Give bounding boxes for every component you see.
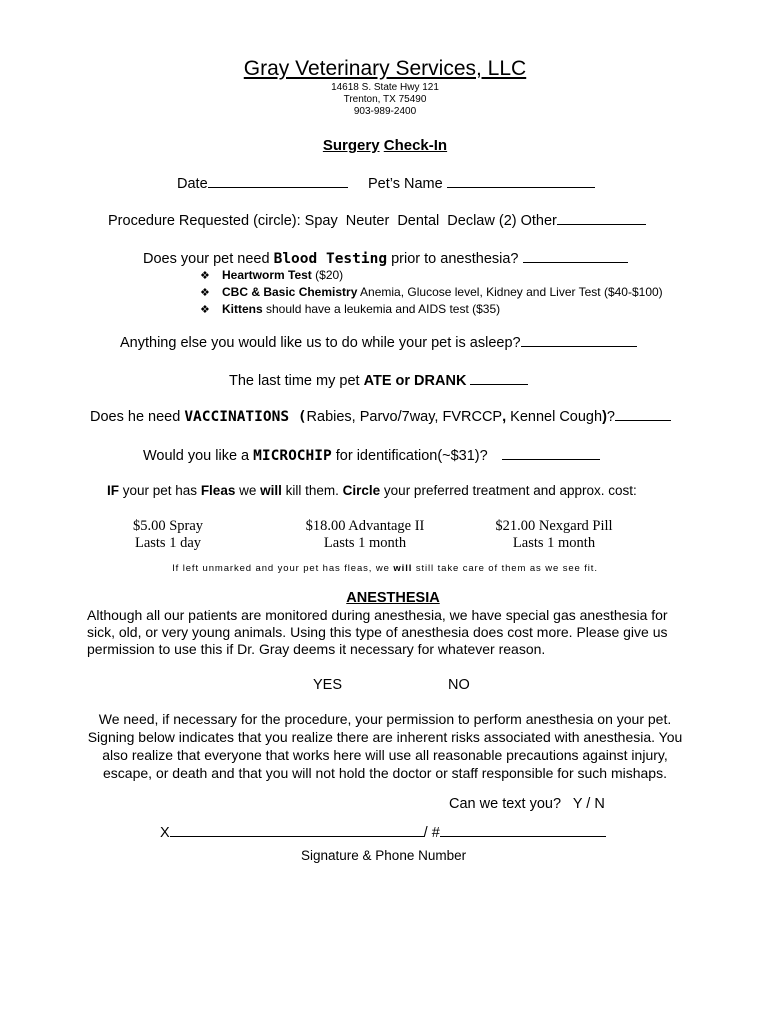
flea-intro-text: your pet has xyxy=(119,483,201,498)
list-item xyxy=(200,267,663,284)
procedure-field[interactable] xyxy=(108,212,646,229)
vacc-question-list1: Rabies, Parvo/7way, FVRCCP xyxy=(306,409,503,425)
microchip-question-bold: MICROCHIP xyxy=(253,448,332,464)
form-title-word1: Surgery xyxy=(322,137,380,154)
flea-intro-text: your preferred treatment and approx. cost: xyxy=(380,483,637,498)
ate-question-bold: ATE or DRANK xyxy=(363,373,467,389)
form-title xyxy=(0,137,770,154)
flea-option-duration: Lasts 1 month xyxy=(323,535,407,551)
flea-option-price: $18.00 Advantage II xyxy=(305,518,425,534)
flea-note-bold: will xyxy=(393,563,413,574)
diamond-bullet-icon: ❖ xyxy=(200,270,210,282)
microchip-question-post: for identification(~$31)? xyxy=(331,448,488,464)
flea-intro-bold: will xyxy=(260,483,282,498)
blood-testing-question[interactable] xyxy=(143,250,628,267)
microchip-question-pre: Would you like a xyxy=(143,448,254,464)
diamond-bullet-icon: ❖ xyxy=(200,304,210,316)
blood-question-post: prior to anesthesia? xyxy=(387,251,519,267)
signature-caption: Signature & Phone Number xyxy=(301,848,467,863)
vacc-question-post: ? xyxy=(606,409,615,425)
flea-intro-bold: IF xyxy=(107,483,119,498)
blood-test-name: Kittens xyxy=(222,302,263,316)
ate-drank-question[interactable] xyxy=(229,372,528,389)
blood-question-pre: Does your pet need xyxy=(143,251,274,267)
text-permission-question[interactable]: Can we text you? Y / N xyxy=(449,796,605,812)
vacc-question-list2: Kennel Cough xyxy=(506,409,603,425)
flea-note xyxy=(0,563,770,574)
vacc-question-bold: VACCINATIONS ( xyxy=(184,409,307,425)
vacc-question-pre: Does he need xyxy=(90,409,185,425)
asleep-blank[interactable] xyxy=(521,334,637,347)
signature-line[interactable] xyxy=(160,822,606,841)
anesthesia-yes-option[interactable]: YES xyxy=(313,677,343,693)
anesthesia-paragraph: Although all our patients are monitored during anesthesia, we have special gas anesthesia for sick, old, or very young animals. Using this type of anesthesia does cost more. Please give us permission to use this if Dr. Gray deems it necessary for whatever reason. xyxy=(87,607,668,657)
flea-intro-bold: Circle xyxy=(342,483,381,498)
anesthesia-no-option[interactable]: NO xyxy=(448,677,470,693)
date-field[interactable] xyxy=(177,175,348,192)
pet-name-field[interactable] xyxy=(368,175,595,192)
procedure-other-blank[interactable] xyxy=(557,212,646,225)
vaccinations-question[interactable] xyxy=(90,408,671,425)
list-item xyxy=(200,301,663,318)
flea-option-price: $21.00 Nexgard Pill xyxy=(495,518,613,534)
blood-test-detail: ($20) xyxy=(311,268,344,282)
list-item xyxy=(200,284,663,301)
signature-separator: / # xyxy=(423,825,440,841)
flea-intro-bold: Fleas xyxy=(200,483,236,498)
blood-test-name: Heartworm Test xyxy=(222,268,312,282)
blood-test-detail: should have a leukemia and AIDS test ($35) xyxy=(262,302,501,316)
flea-option-spray[interactable] xyxy=(113,518,223,552)
procedure-label: Procedure Requested (circle): Spay Neuter Dental Declaw (2) Other xyxy=(108,213,557,229)
form-title-word2: Check-In xyxy=(383,137,448,154)
clinic-phone: 903-989-2400 xyxy=(353,106,417,117)
vaccinations-blank[interactable] xyxy=(615,408,671,421)
flea-option-duration: Lasts 1 month xyxy=(512,535,596,551)
clinic-address-line2: Trenton, TX 75490 xyxy=(343,94,427,105)
flea-intro xyxy=(107,483,637,498)
flea-note-pre: If left unmarked and your pet has fleas, we xyxy=(172,563,394,574)
clinic-name: Gray Veterinary Services, LLC xyxy=(243,57,527,80)
microchip-question[interactable] xyxy=(143,447,600,464)
vacc-question-comma: , xyxy=(502,409,507,425)
flea-option-duration: Lasts 1 day xyxy=(134,535,202,551)
clinic-address-line1: 14618 S. State Hwy 121 xyxy=(331,82,439,93)
flea-intro-text: kill them. xyxy=(281,483,343,498)
blood-test-detail: Anemia, Glucose level, Kidney and Liver Test ($40-$100) xyxy=(357,285,663,299)
flea-option-nexgard[interactable] xyxy=(484,518,624,552)
flea-note-post: still take care of them as we see fit. xyxy=(412,563,598,574)
signature-blank[interactable] xyxy=(170,822,424,837)
diamond-bullet-icon: ❖ xyxy=(200,287,210,299)
vacc-question-close: ) xyxy=(602,409,607,425)
phone-number-blank[interactable] xyxy=(440,822,606,837)
signature-x-mark: X xyxy=(160,825,170,841)
blood-test-name: CBC & Basic Chemistry xyxy=(222,285,358,299)
ate-drank-blank[interactable] xyxy=(470,372,528,385)
blood-question-bold: Blood Testing xyxy=(273,251,388,267)
blood-testing-blank[interactable] xyxy=(523,250,628,263)
blood-test-list xyxy=(200,267,663,318)
date-label: Date xyxy=(177,176,208,192)
anesthesia-heading: ANESTHESIA xyxy=(346,590,440,606)
consent-paragraph: We need, if necessary for the procedure, your permission to perform anesthesia on your pet. Signing below indicates that you realize there are inherent risks associated with anesthesia. You also realize that everyone that works here will use all reasonable precautions against injury, escape, or death and that you will not hold the doctor or staff responsible for such mishaps. xyxy=(87,711,683,781)
flea-option-price: $5.00 Spray xyxy=(132,518,204,534)
microchip-blank[interactable] xyxy=(502,447,600,460)
asleep-question-text: Anything else you would like us to do while your pet is asleep? xyxy=(120,335,521,351)
pet-name-blank[interactable] xyxy=(447,175,595,188)
ate-question-pre: The last time my pet xyxy=(229,373,364,389)
asleep-question[interactable] xyxy=(120,334,637,351)
date-blank[interactable] xyxy=(208,175,348,188)
flea-option-advantage[interactable] xyxy=(290,518,440,552)
flea-intro-text: we xyxy=(235,483,261,498)
pet-name-label: Pet’s Name xyxy=(368,176,443,192)
